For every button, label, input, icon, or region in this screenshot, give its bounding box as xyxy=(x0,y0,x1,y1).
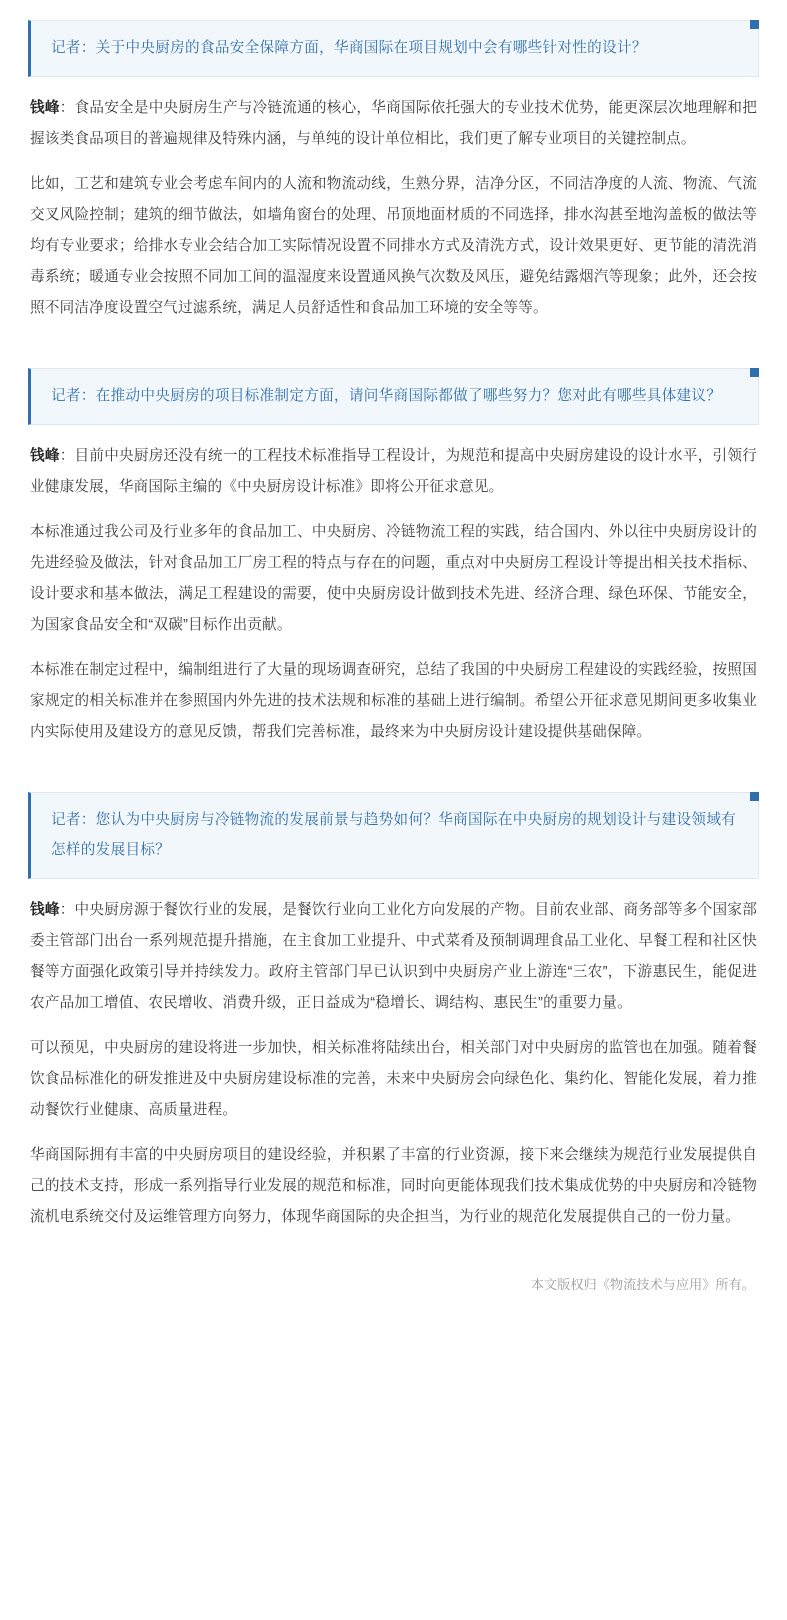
corner-marker-icon xyxy=(750,792,759,801)
answer-paragraph xyxy=(28,895,759,1019)
question-text: 记者：您认为中央厨房与冷链物流的发展前景与趋势如何？华商国际在中央厨房的规划设计与建设领域有怎样的发展目标？ xyxy=(51,812,737,858)
answer-paragraph: 华商国际拥有丰富的中央厨房项目的建设经验，并积累了丰富的行业资源，接下来会继续为规范行业发展提供自己的技术支持，形成一系列指导行业发展的规范和标准，同时向更能体现我们技术集成优势的中央厨房和冷链物流机电系统交付及运维管理方向努力，体现华商国际的央企担当，为行业的规范化发展提供自己的一份力量。 xyxy=(30,1147,757,1225)
qa-block xyxy=(28,20,759,324)
answer-paragraph xyxy=(28,441,759,503)
answer-paragraph: 可以预见，中央厨房的建设将进一步加快，相关标准将陆续出台，相关部门对中央厨房的监管也在加强。随着餐饮食品标准化的研发推进及中央厨房建设标准的完善，未来中央厨房会向绿色化、集约化、智能化发展，着力推动餐饮行业健康、高质量进程。 xyxy=(30,1040,757,1118)
speaker-name: 钱峰 xyxy=(30,448,60,464)
speaker-name: 钱峰 xyxy=(30,100,60,116)
answer-paragraph: 本标准通过我公司及行业多年的食品加工、中央厨房、冷链物流工程的实践，结合国内、外以往中央厨房设计的先进经验及做法，针对食品加工厂房工程的特点与存在的问题，重点对中央厨房工程设计等提出相关技术指标、设计要求和基本做法，满足工程建设的需要，使中央厨房设计做到技术先进、经济合理、绿色环保、节能安全，为国家食品安全和“双碳”目标作出贡献。 xyxy=(30,524,757,633)
answer-paragraph xyxy=(28,93,759,155)
question-box xyxy=(28,20,759,77)
section-spacer xyxy=(28,342,759,368)
corner-marker-icon xyxy=(750,368,759,377)
qa-block xyxy=(28,368,759,748)
answer-text: ：食品安全是中央厨房生产与冷链流通的核心，华商国际依托强大的专业技术优势，能更深层次地理解和把握该类食品项目的普遍规律及特殊内涵，与单纯的设计单位相比，我们更了解专业项目的关键控制点。 xyxy=(30,100,758,147)
answer-text: ：中央厨房源于餐饮行业的发展，是餐饮行业向工业化方向发展的产物。目前农业部、商务部等多个国家部委主管部门出台一系列规范提升措施，在主食加工业提升、中式菜肴及预制调理食品工业化、早餐工程和社区快餐等方面强化政策引导并持续发力。政府主管部门早已认识到中央厨房产业上游连“三农”，下游惠民生，能促进农产品加工增值、农民增收、消费升级，正日益成为“稳增长、调结构、惠民生”的重要力量。 xyxy=(30,902,758,1011)
question-box xyxy=(28,368,759,425)
qa-block xyxy=(28,792,759,1233)
corner-marker-icon xyxy=(750,20,759,29)
question-text: 记者：在推动中央厨房的项目标准制定方面，请问华商国际都做了哪些努力？您对此有哪些具体建议？ xyxy=(51,388,722,404)
copyright-footer: 本文版权归《物流技术与应用》所有。 xyxy=(530,1277,755,1292)
answer-paragraph: 本标准在制定过程中，编制组进行了大量的现场调查研究，总结了我国的中央厨房工程建设的实践经验，按照国家规定的相关标准并在参照国内外先进的技术法规和标准的基础上进行编制。希望公开征求意见期间更多收集业内实际使用及建设方的意见反馈，帮我们完善标准，最终来为中央厨房设计建设提供基础保障。 xyxy=(30,662,757,740)
section-spacer xyxy=(28,766,759,792)
answer-text: ：目前中央厨房还没有统一的工程技术标准指导工程设计，为规范和提高中央厨房建设的设计水平，引领行业健康发展，华商国际主编的《中央厨房设计标准》即将公开征求意见。 xyxy=(30,448,758,495)
answer-paragraph: 比如，工艺和建筑专业会考虑车间内的人流和物流动线，生熟分界，洁净分区，不同洁净度的人流、物流、气流交叉风险控制；建筑的细节做法，如墙角窗台的处理、吊顶地面材质的不同选择，排水沟甚至地沟盖板的做法等均有专业要求；给排水专业会结合加工实际情况设置不同排水方式及清洗方式，设计效果更好、更节能的清洗消毒系统；暖通专业会按照不同加工间的温湿度来设置通风换气次数及风压，避免结露烟汽等现象；此外，还会按照不同洁净度设置空气过滤系统，满足人员舒适性和食品加工环境的安全等等。 xyxy=(30,176,757,316)
speaker-name: 钱峰 xyxy=(30,902,60,918)
question-box xyxy=(28,792,759,879)
question-text: 记者：关于中央厨房的食品安全保障方面，华商国际在项目规划中会有哪些针对性的设计？ xyxy=(51,40,647,56)
